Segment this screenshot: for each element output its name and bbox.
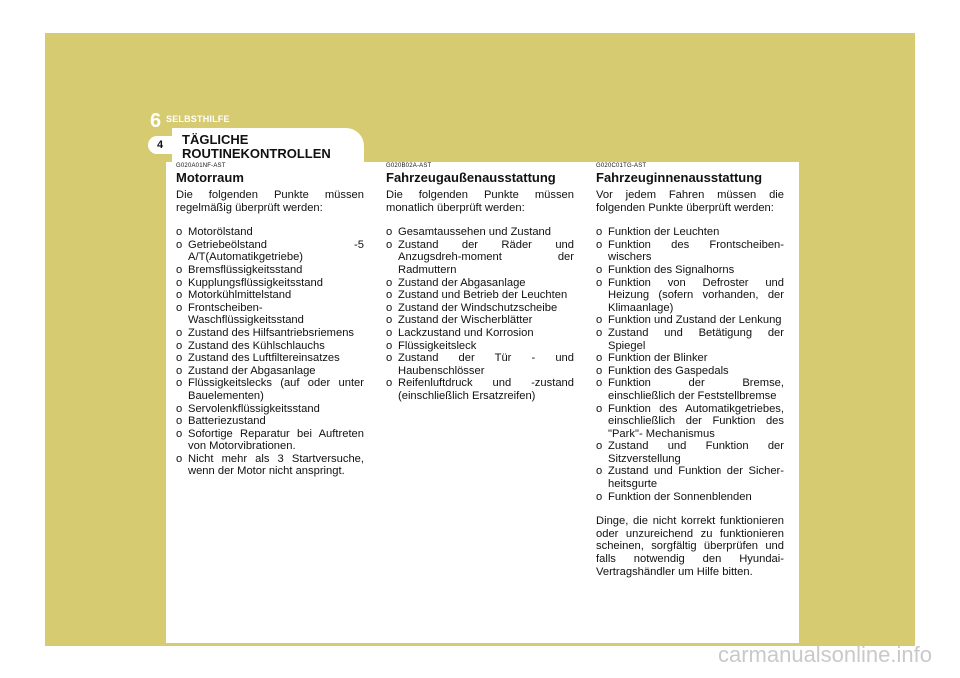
list-item-text: Getriebeölstand -5 A/T(Automatikgetriebe) — [188, 238, 364, 264]
list-item — [176, 377, 364, 402]
list-item-text: Zustand der Abgasanlage — [398, 276, 526, 289]
bullet-mark: o — [176, 427, 183, 440]
bullet-mark: o — [386, 314, 393, 327]
list-item-text: Funktion des Signalhorns — [608, 263, 735, 276]
section-code: G020A01NF-AST — [176, 163, 226, 169]
bullet-mark: o — [386, 226, 393, 239]
list-item-text: Zustand und Funktion der Sitzverstellung — [608, 440, 784, 465]
list-item — [596, 314, 784, 327]
list-item — [386, 327, 574, 340]
bullet-mark: o — [596, 440, 603, 453]
list-item-text: Zustand des Kühlschlauchs — [188, 339, 325, 352]
list-item-text: Zustand des Luftfiltereinsatzes — [188, 352, 340, 365]
list-item-text: Flüssigkeitsleck — [398, 339, 477, 352]
list-item-text: Funktion und Zustand der Lenkung — [608, 314, 782, 327]
list-item — [596, 226, 784, 239]
list-item-text: Funktion der Blinker — [608, 352, 708, 365]
column-fahrzeuginnenausstattung — [596, 163, 784, 589]
bullet-mark: o — [176, 415, 183, 428]
list-item-text: Reifenluftdruck und -zustand (einschließlich Ersatzreifen) — [398, 377, 574, 402]
bullet-mark: o — [176, 326, 183, 339]
bullet-mark: o — [176, 263, 183, 276]
list-item — [596, 352, 784, 365]
list-item — [596, 327, 784, 352]
bullet-mark: o — [596, 352, 603, 365]
section-title-line2: ROUTINEKONTROLLEN — [182, 146, 331, 161]
list-item — [176, 226, 364, 239]
bullet-mark: o — [176, 276, 183, 289]
list-item — [596, 365, 784, 378]
list-item — [176, 264, 364, 277]
list-item — [596, 264, 784, 277]
bullet-mark: o — [596, 263, 603, 276]
column-fahrzeugaussenausstattung — [386, 163, 574, 403]
list-item — [176, 277, 364, 290]
list-item — [176, 302, 364, 327]
bullet-mark: o — [176, 402, 183, 415]
list-item-text: Frontscheiben-Waschflüssigkeitsstand — [188, 301, 304, 327]
section-heading: Fahrzeuginnenausstattung — [596, 170, 763, 185]
list-item-text: Zustand und Funktion der Sicher-heitsgurte — [608, 465, 784, 491]
bullet-mark: o — [176, 352, 183, 365]
check-list — [176, 226, 364, 478]
list-item — [386, 352, 574, 377]
list-item-text: Nicht mehr als 3 Startversuche, wenn der Motor nicht anspringt. — [188, 452, 364, 478]
section-code: G020C01TG-AST — [596, 163, 647, 169]
section-title-line1: TÄGLICHE — [182, 132, 249, 147]
list-item-text: Zustand des Hilfsantriebsriemens — [188, 326, 355, 339]
list-item — [386, 277, 574, 290]
bullet-mark: o — [176, 452, 183, 465]
list-item-text: Motorölstand — [188, 226, 253, 239]
list-item — [386, 289, 574, 302]
list-item — [176, 415, 364, 428]
list-item — [176, 239, 364, 264]
list-item-text: Funktion der Bremse, einschließlich der Feststellbremse — [608, 377, 784, 402]
bullet-mark: o — [386, 377, 393, 390]
bullet-mark: o — [386, 352, 393, 365]
list-item — [176, 352, 364, 365]
bullet-mark: o — [596, 238, 603, 251]
section-title — [182, 133, 362, 161]
bullet-mark: o — [596, 465, 603, 478]
section-intro: Vor jedem Fahren müssen die folgenden Punkte überprüft werden: — [596, 189, 784, 214]
bullet-mark: o — [176, 364, 183, 377]
bullet-mark: o — [386, 238, 393, 251]
list-item-text: Funktion von Defroster und Heizung (sofern vorhanden, der Klimaanlage) — [608, 276, 784, 314]
list-item-text: Zustand der Abgasanlage — [188, 364, 316, 377]
bullet-mark: o — [596, 377, 603, 390]
list-item-text: Funktion der Sonnenblenden — [608, 490, 752, 503]
bullet-mark: o — [596, 276, 603, 289]
list-item — [176, 289, 364, 302]
bullet-mark: o — [176, 301, 183, 314]
bullet-mark: o — [176, 339, 183, 352]
list-item-text: Flüssigkeitslecks (auf oder unter Bauelementen) — [188, 377, 364, 402]
section-code: G020B02A-AST — [386, 163, 432, 169]
bullet-mark: o — [596, 490, 603, 503]
list-item — [176, 340, 364, 353]
list-item — [176, 327, 364, 340]
check-list — [386, 226, 574, 402]
bullet-mark: o — [176, 289, 183, 302]
bullet-mark: o — [176, 226, 183, 239]
bullet-mark: o — [596, 326, 603, 339]
bullet-mark: o — [176, 377, 183, 390]
bullet-mark: o — [386, 339, 393, 352]
list-item — [386, 340, 574, 353]
list-item-text: Funktion des Automatikgetriebes, einschließlich der Funktion des "Park"- Mechanismus — [608, 402, 784, 440]
list-item — [596, 491, 784, 504]
section-heading: Motorraum — [176, 170, 244, 185]
list-item — [596, 440, 784, 465]
column-motorraum — [176, 163, 364, 478]
list-item — [596, 277, 784, 315]
bullet-mark: o — [386, 289, 393, 302]
chapter-number: 6 — [150, 110, 162, 132]
bullet-mark: o — [386, 326, 393, 339]
list-item-text: Kupplungsflüssigkeitsstand — [188, 276, 323, 289]
list-item — [596, 377, 784, 402]
section-outro: Dinge, die nicht korrekt funktionieren oder unzureichend zu funktionieren scheinen, sorgfältig überprüfen und falls notwendig den Hyundai-Vertragshändler um Hilfe bitten. — [596, 515, 784, 578]
list-item — [386, 226, 574, 239]
list-item-text: Zustand und Betrieb der Leuchten — [398, 289, 568, 302]
bullet-mark: o — [596, 314, 603, 327]
bullet-mark: o — [596, 364, 603, 377]
list-item-text: Batteriezustand — [188, 415, 266, 428]
list-item-text: Zustand der Tür - und Haubenschlösser — [398, 352, 574, 377]
list-item-text: Servolenkflüssigkeitsstand — [188, 402, 320, 415]
list-item-text: Funktion der Leuchten — [608, 226, 720, 239]
list-item — [596, 465, 784, 490]
list-item — [596, 403, 784, 441]
list-item-text: Gesamtaussehen und Zustand — [398, 226, 551, 239]
list-item — [176, 365, 364, 378]
page-number: 4 — [148, 136, 172, 154]
bullet-mark: o — [386, 301, 393, 314]
list-item — [386, 239, 574, 277]
list-item-text: Zustand der Windschutzscheibe — [398, 301, 558, 314]
list-item-text: Funktion des Gaspedals — [608, 364, 729, 377]
list-item — [176, 403, 364, 416]
bullet-mark: o — [596, 402, 603, 415]
list-item-text: Lackzustand und Korrosion — [398, 326, 534, 339]
list-item — [596, 239, 784, 264]
list-item-text: Funktion des Frontscheiben-wischers — [608, 238, 784, 264]
list-item — [386, 377, 574, 402]
list-item — [386, 314, 574, 327]
check-list — [596, 226, 784, 503]
list-item-text: Zustand und Betätigung der Spiegel — [608, 326, 784, 352]
list-item — [176, 453, 364, 478]
list-item-text: Zustand der Wischerblätter — [398, 314, 533, 327]
section-heading: Fahrzeugaußenausstattung — [386, 170, 556, 185]
chapter-title: SELBSTHILFE — [166, 114, 230, 124]
bullet-mark: o — [596, 226, 603, 239]
watermark: carmanualsonline.info — [717, 642, 932, 667]
list-item — [386, 302, 574, 315]
list-item-text: Sofortige Reparatur bei Auftreten von Motorvibrationen. — [188, 427, 364, 453]
bullet-mark: o — [176, 238, 183, 251]
section-intro: Die folgenden Punkte müssen regelmäßig überprüft werden: — [176, 189, 364, 214]
list-item-text: Bremsflüssigkeitsstand — [188, 263, 303, 276]
section-intro: Die folgenden Punkte müssen monatlich überprüft werden: — [386, 189, 574, 214]
bullet-mark: o — [386, 276, 393, 289]
list-item — [176, 428, 364, 453]
list-item-text: Zustand der Räder und Anzugsdreh-moment der Radmuttern — [398, 238, 574, 276]
list-item-text: Motorkühlmittelstand — [188, 289, 292, 302]
